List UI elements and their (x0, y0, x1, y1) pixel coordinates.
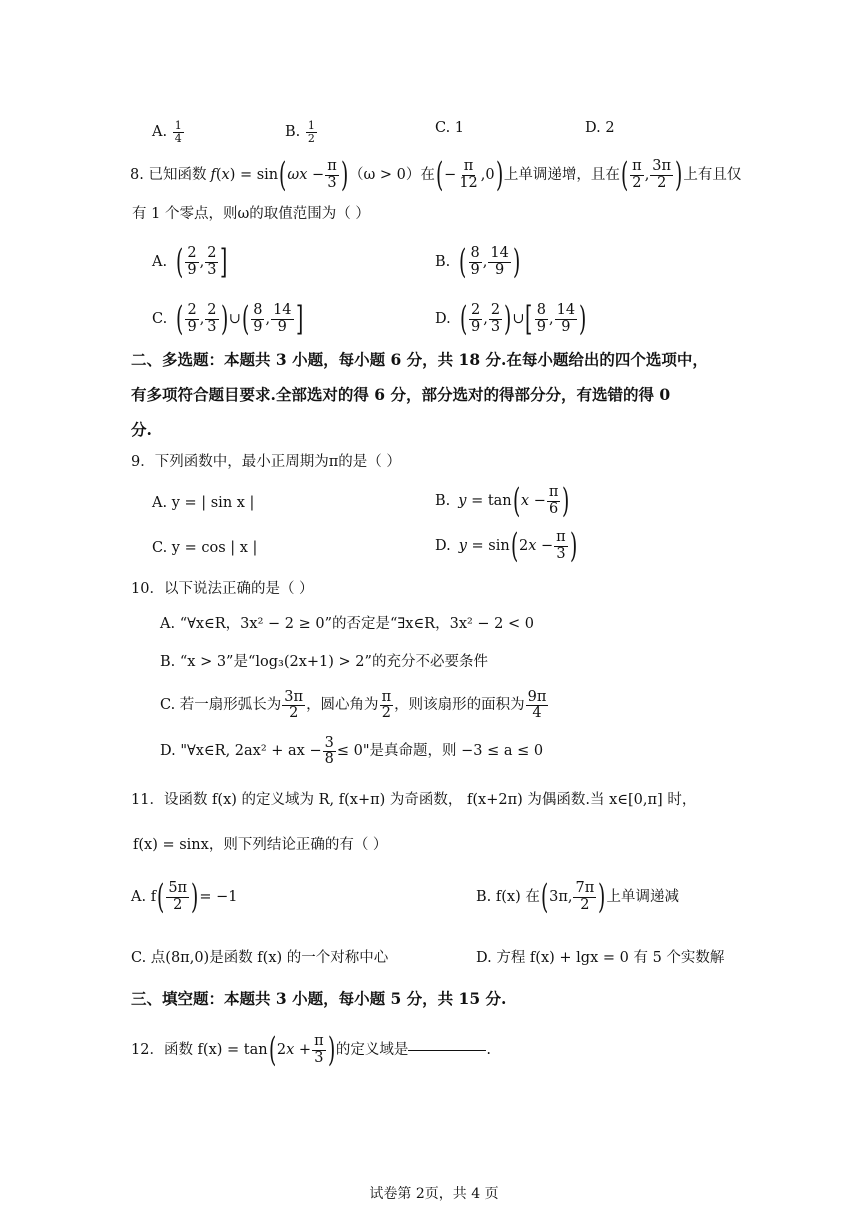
q8-option-b: B. ( $\frac{8}{9}$ , $\frac{14}{9}$ ) (435, 242, 521, 282)
q8-stem-line2: 有 1 个零点，则ω的取值范围为（ ） (132, 206, 370, 222)
q9-stem: 9．下列函数中，最小正周期为π的是（ ） (131, 454, 401, 470)
q11-option-c: C. 点(8π,0)是函数 f(x) 的一个对称中心 (131, 950, 389, 966)
q10-stem: 10．以下说法正确的是（ ） (131, 581, 314, 597)
q7-option-c: C. 1 (435, 120, 465, 136)
q9-option-d: D. y = sin ( 2x − $\frac{\pi}{3}$ ) (435, 526, 577, 566)
q8-option-c: C. ( $\frac{2}{9}$ , $\frac{2}{3}$ ) ∪ ( $\frac{8}{9}$ , $\frac{14}{9}$ ] (152, 299, 303, 339)
q12-stem: 12．函数 f(x) = tan ( 2x + $\frac{\pi}{3}$ ) 的定义域是 . (131, 1030, 491, 1070)
q11-option-b: B. f(x) 在 ( 3π, $\frac{7\pi}{2}$ ) 上单调递减 (476, 877, 680, 917)
section2-line2: 有多项符合题目要求.全部选对的得 6 分，部分选对的得部分分，有选错的得 0 (131, 385, 671, 404)
q11-stem-line1: 11．设函数 f(x) 的定义域为 R, f(x+π) 为奇函数， f(x+2π) 为偶函数.当 x∈[0,π] 时， (131, 792, 697, 808)
q11-option-d: D. 方程 f(x) + lgx = 0 有 5 个实数解 (476, 950, 725, 966)
q7-option-d: D. 2 (585, 120, 615, 136)
q12-answer-blank[interactable] (408, 1050, 486, 1051)
q9-option-b: B. y = tan ( x − $\frac{\pi}{6}$ ) (435, 481, 570, 521)
q9-option-c: C. y = cos | x | (152, 540, 258, 556)
q8-option-d: D. ( $\frac{2}{9}$ , $\frac{2}{3}$ ) ∪ [ $\frac{8}{9}$ , $\frac{14}{9}$ ) (435, 299, 587, 339)
q7-option-a: A. $\frac{1}{4}$ (152, 119, 182, 145)
q7-option-b: B. $\frac{1}{2}$ (285, 119, 315, 145)
q9-option-a: A. y = | sin x | (152, 495, 255, 511)
section3-heading: 三、填空题：本题共 3 小题，每小题 5 分，共 15 分. (131, 989, 507, 1008)
q11-stem-line2: f(x) = sinx，则下列结论正确的有（ ） (133, 837, 388, 853)
q8-option-a: A. ( $\frac{2}{9}$ , $\frac{2}{3}$ ] (152, 242, 228, 282)
q10-option-b: B. “x > 3”是“log₃(2x+1) > 2”的充分不必要条件 (160, 654, 488, 670)
q10-option-a: A. “∀x∈R，3x² − 2 ≥ 0”的否定是“∃x∈R，3x² − 2 < 0 (160, 616, 535, 632)
section2-line1: 二、多选题：本题共 3 小题，每小题 6 分，共 18 分.在每小题给出的四个选项中， (131, 350, 708, 369)
section2-line3: 分. (131, 420, 152, 439)
q11-option-a: A. f ( $\frac{5\pi}{2}$ ) = −1 (131, 877, 238, 917)
q10-option-d: D. "∀x∈R, 2ax² + ax − $\frac{3}{8}$ ≤ 0"是真命题，则 −3 ≤ a ≤ 0 (160, 735, 544, 768)
q8-stem-line1: 8. 已知函数 f(x) = sin ( ωx − $\frac{\pi}{3}$ ) （ω > 0）在 ( − $\frac{\pi}{12}$ ,0 ) 上单调递增，且在 ( $\frac{\pi}{2}$ , $\frac{3\pi}{2}$ ) 上有且仅 (130, 155, 742, 195)
q10-option-c: C. 若一扇形弧长为 $\frac{3\pi}{2}$ ，圆心角为 $\frac{\pi}{2}$ ，则该扇形的面积为 $\frac{9\pi}{4}$ (160, 689, 547, 722)
page-footer: 试卷第 2页，共 4 页 (369, 1186, 499, 1202)
